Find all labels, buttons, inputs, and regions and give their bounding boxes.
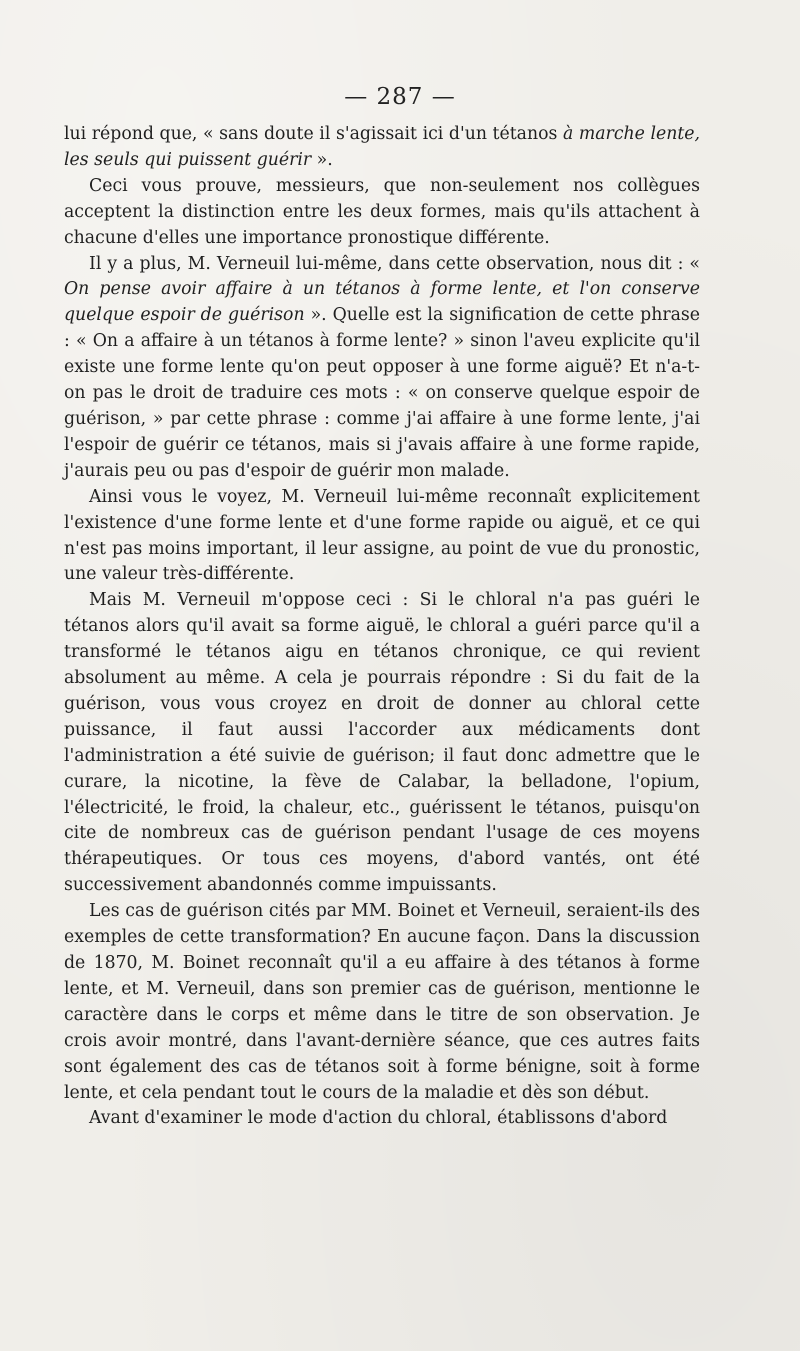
- text-run: Ainsi vous le voyez, M. Verneuil lui-même reconnaît explicitement l'existence d'une forme lente et d'une forme rapide ou aiguë, et ce qui n'est pas moins important, il leur assigne, au point de vue du pronostic, une valeur très-différente.: [64, 486, 700, 585]
- text-run: Mais M. Verneuil m'oppose ceci : Si le chloral n'a pas guéri le tétanos alors qu'il avait sa forme aiguë, le chloral a guéri parce qu'il a transformé le tétanos aigu en tétanos chronique, ce qui revient absolument au même. A cela je pourrais répondre : Si du fait de la guérison, vous vous croyez en droit de donner au chloral cette puissance, il faut aussi l'accorder aux médicaments dont l'administration a été suivie de guérison; il faut donc admettre que le curare, la nicotine, la fève de Calabar, la belladone, l'opium, l'électricité, le froid, la chaleur, etc., guérissent le tétanos, puisqu'on cite de nombreux cas de guérison pendant l'usage de ces moyens thérapeutiques. Or tous ces moyens, d'abord vantés, ont été successivement abandonnés comme impuissants.: [64, 590, 700, 896]
- paragraph-5: [64, 588, 700, 899]
- paragraph-1: [64, 122, 700, 174]
- text-run: Il y a plus, M. Verneuil lui-même, dans cette observation, nous dit : «: [89, 253, 700, 274]
- paragraph-2: [64, 174, 700, 252]
- paragraph-3: [64, 252, 700, 485]
- text-run: lui répond que, « sans doute il s'agissait ici d'un tétanos: [64, 124, 563, 144]
- page-number-header: — 287 —: [344, 84, 456, 110]
- text-run: Avant d'examiner le mode d'action du chloral, établissons d'abord: [89, 1108, 668, 1129]
- text-run: ».: [311, 149, 333, 170]
- paragraph-6: [64, 899, 700, 1106]
- text-run: ». Quelle est la signification de cette phrase : « On a affaire à un tétanos à forme lente? » sinon l'aveu explicite qu'il existe une forme lente qu'on peut opposer à une forme aiguë? Et n'a-t-on pas le droit de traduire ces mots : « on conserve quelque espoir de guérison, » par cette phrase : comme j'ai affaire à une forme lente, j'ai l'espoir de guérir ce tétanos, mais si j'avais affaire à une forme rapide, j'aurais peu ou pas d'espoir de guérir mon malade.: [64, 305, 700, 481]
- paragraph-7: [64, 1106, 700, 1132]
- paragraph-4: [64, 485, 700, 589]
- text-run: Ceci vous prouve, messieurs, que non-seulement nos collègues acceptent la distinction entre les deux formes, mais qu'ils attachent à chacune d'elles une importance pronostique différente.: [64, 175, 700, 248]
- page-body: [64, 122, 700, 1132]
- italic-run: On pense avoir affaire à un tétanos à forme lente, et l'on conserve quelque espoir de guérison: [64, 279, 700, 326]
- text-run: Les cas de guérison cités par MM. Boinet et Verneuil, seraient-ils des exemples de cette transformation? En aucune façon. Dans la discussion de 1870, M. Boinet reconnaît qu'il a eu affaire à des tétanos à forme lente, et M. Verneuil, dans son premier cas de guérison, mentionne le caractère dans le corps et même dans le titre de son observation. Je crois avoir montré, dans l'avant-dernière séance, que ces autres faits sont également des cas de tétanos soit à forme bénigne, soit à forme lente, et cela pendant tout le cours de la maladie et dès son début.: [64, 901, 700, 1103]
- italic-run: à marche lente, les seuls qui puissent guérir: [64, 124, 700, 170]
